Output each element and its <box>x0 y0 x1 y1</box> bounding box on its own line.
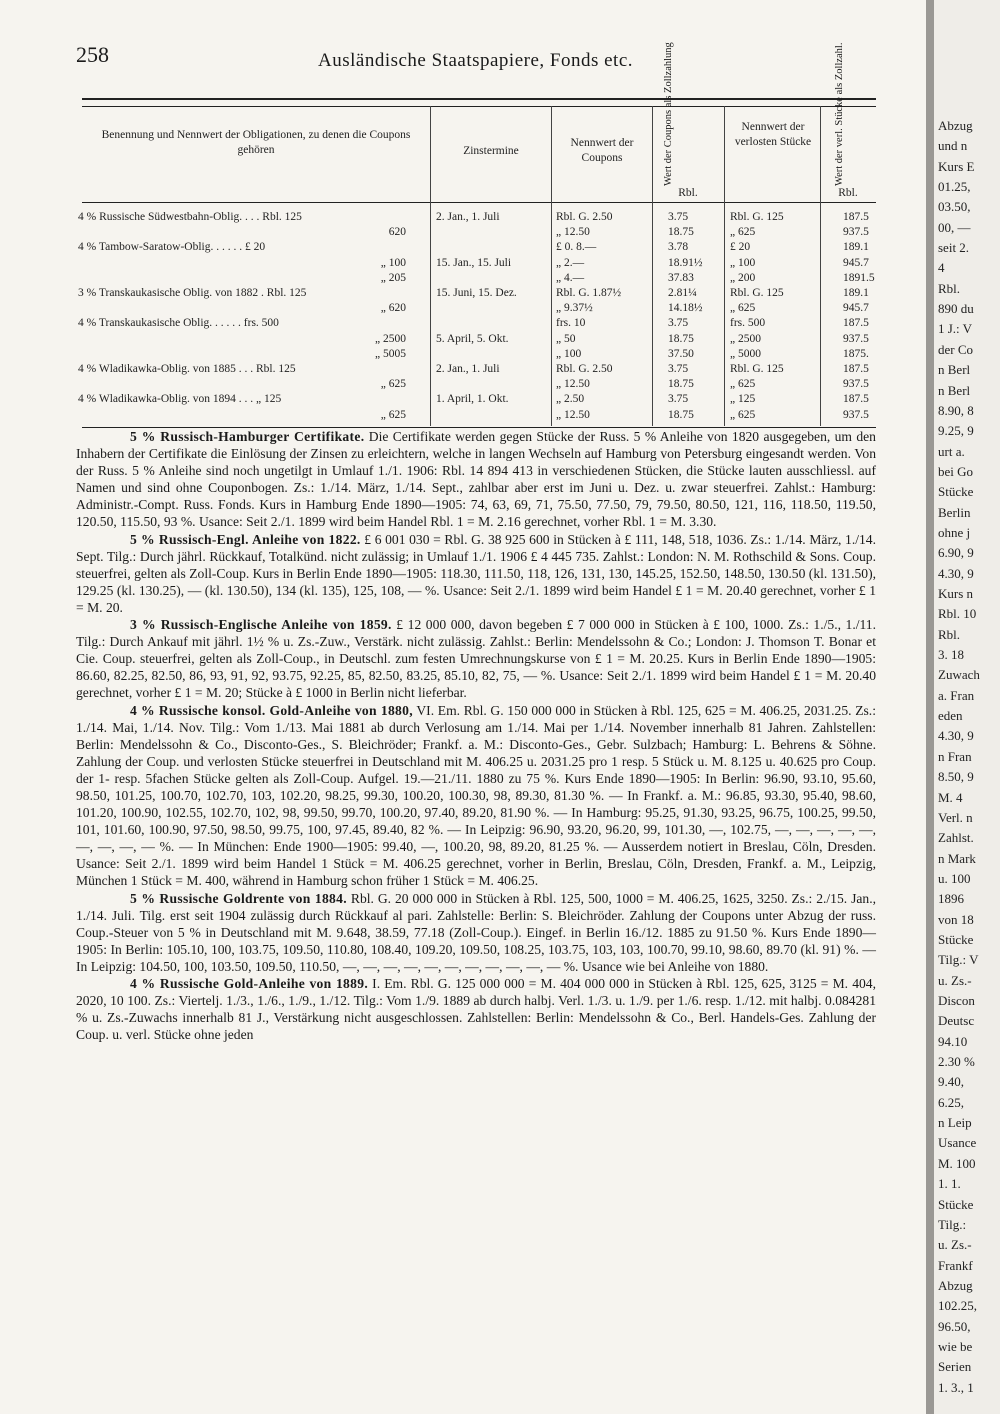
table-cell-bond: 4 % Wladikawka-Oblig. von 1885 . . . Rbl. 125 <box>78 363 296 375</box>
table-cell-cval: 3.75 <box>668 393 689 406</box>
adjacent-page-fragment: 6.90, 9 <box>938 545 974 561</box>
table-cell-coupon: frs. 10 <box>556 317 586 330</box>
table-cell-dval: 189.1 <box>843 241 869 254</box>
column-divider <box>430 106 431 426</box>
section-text: I. Em. Rbl. G. 125 000 000 = M. 404 000 000 in Stücken à Rbl. 125, 625, 3125 = M. 404, 2020, 10 100. Zs.: Viertelj. 1./3., 1./6., 1./9., 1./12. Tilg.: Vom 1./9. 1889 ab durch halbj. Verl. 1./3. u. 1./9. per 1./6. resp. 1./12. mit halbj. 0.084281 % u. Zs.-Zuwachs innerhalb 81 J., Verstärkung nicht ausgeschlossen. Zahlstellen: Berlin: Mendelssohn & Co., Berl. Handels-Ges. Zahlung der Coup. u. verl. Stücke ohne jeden <box>76 976 876 1043</box>
adjacent-page-fragment: u. Zs.- <box>938 972 972 988</box>
table-cell-dval: 945.7 <box>843 256 869 269</box>
main-text <box>76 428 876 1043</box>
table-cell-cval: 2.81¼ <box>668 287 697 299</box>
section-paragraph <box>76 975 876 1043</box>
adjacent-page-fragment: 2.30 % <box>938 1054 975 1070</box>
section-paragraph <box>76 890 876 975</box>
section-heading: 4 % Russische Gold-Anleihe von 1889. <box>130 976 369 991</box>
adjacent-page-fragment: Discon <box>938 993 975 1009</box>
table-cell-drawn: frs. 500 <box>730 317 766 330</box>
table-cell-coupon: „ 100 <box>556 347 582 360</box>
adjacent-page-fragment: 03.50, <box>938 199 971 215</box>
adjacent-page-fragment: eden <box>938 708 963 724</box>
section-heading: 5 % Russisch-Hamburger Certifikate. <box>130 429 365 444</box>
table-cell-nominal: „ 625 <box>380 408 406 421</box>
adjacent-page-fragment: 1. 1. <box>938 1176 961 1192</box>
table-cell-drawn: „ 200 <box>730 271 756 284</box>
table-cell-drawn: „ 5000 <box>730 347 761 360</box>
table-cell-dval: 187.5 <box>843 363 869 375</box>
table-cell-coupon: Rbl. G. 2.50 <box>556 211 613 223</box>
adjacent-page-fragment: Tilg.: <box>938 1216 967 1232</box>
adjacent-page-fragment: 102.25, <box>938 1298 977 1314</box>
adjacent-page-fragment: 1 J.: V <box>938 321 973 337</box>
adjacent-page-fragment: 4 <box>938 260 945 276</box>
table-cell-cval: 18.91½ <box>668 256 703 269</box>
adjacent-page-fragment: 8.90, 8 <box>938 402 974 418</box>
table-cell-dval: 1875. <box>843 347 869 360</box>
adjacent-page-fragment: M. 4 <box>938 789 963 805</box>
adjacent-page-fragment: Rbl. <box>938 280 961 296</box>
table-cell-dval: 187.5 <box>843 393 869 406</box>
adjacent-page-fragment: Stücke <box>938 931 974 947</box>
section-text: Die Certifikate werden gegen Stücke der Russ. 5 % Anleihe von 1820 ausgegeben, um den Inhabern der Certifikate die Einlösung der Zinsen zu erleichtern, welche in langen Wechseln auf Hamburg von Petersburg eingesandt werden. Von der Russ. 5 % Anleihe sind noch ungetilgt in Umlauf 1./1. 1906: Rbl. 14 894 413 in verschiedenen Stücken, die Stücke lauten ausschliessl. auf Namen und sind ohne Couponbogen. Zs.: 1./14. März, 1./14. Sept., zahlbar aber erst im Juni u. Dez. u. zwar steuerfrei. Zahlst.: Hamburg: Administr.-Compt. Russ. Fonds. Kurs in Hamburg Ende 1890—1905: 74, 63, 69, 71, 75.50, 77.50, 79, 79.50, 80.50, 121, 116, 118.50, 119.50, 120.50, 115.50, 93 %. Usance: Seit 2./1. 1899 wird beim Handel Rbl. 1 = M. 2.16 gerechnet, vorher Rbl. 1 = M. 3.30. <box>76 429 876 530</box>
table-top-rule <box>82 106 876 107</box>
header-coupon-value: Wert der Coupons als Zollzahlung <box>663 42 674 186</box>
adjacent-page-fragment: u. 100 <box>938 870 971 886</box>
header-drawn-nominal: Nennwert der verlosten Stücke <box>734 121 812 148</box>
adjacent-page-fragment: Tilg.: V <box>938 952 979 968</box>
adjacent-page-fragment: Zuwach <box>938 667 980 683</box>
page-number: 258 <box>76 42 109 67</box>
adjacent-page-fragment: 9.25, 9 <box>938 423 974 439</box>
adjacent-page-fragment: bei Go <box>938 463 974 479</box>
table-cell-bond: 3 % Transkaukasische Oblig. von 1882 . Rbl. 125 <box>78 287 307 299</box>
table-cell-nominal: „ 5005 <box>375 347 406 360</box>
table-cell-coupon: „ 2.— <box>556 256 585 269</box>
adjacent-page-fragment: und n <box>938 138 968 154</box>
header-coupon-value-unit: Rbl. <box>678 187 698 199</box>
table-cell-cval: 37.83 <box>668 271 694 284</box>
adjacent-page-fragment: Kurs E <box>938 158 975 174</box>
table-cell-cval: 18.75 <box>668 408 694 421</box>
table-cell-cval: 18.75 <box>668 378 694 391</box>
table-cell-cval: 37.50 <box>668 347 694 360</box>
table-cell-dval: 937.5 <box>843 378 869 391</box>
table-cell-bond: 4 % Transkaukasische Oblig. . . . . . frs. 500 <box>78 317 279 330</box>
adjacent-page-fragment: n Mark <box>938 850 976 866</box>
table-cell-drawn: „ 2500 <box>730 332 761 345</box>
table-cell-drawn: Rbl. G. 125 <box>730 211 784 223</box>
header-coupon-nominal: Nennwert der Coupons <box>570 137 634 164</box>
column-divider <box>724 106 725 426</box>
table-cell-drawn: £ 20 <box>730 241 751 254</box>
adjacent-page-fragment: 96.50, <box>938 1318 971 1334</box>
table-cell-drawn: „ 125 <box>730 393 756 406</box>
adjacent-page-fragment: von 18 <box>938 911 974 927</box>
adjacent-page-fragment: Abzug <box>938 1277 973 1293</box>
table-cell-term: 2. Jan., 1. Juli <box>436 211 500 223</box>
table-cell-cval: 3.75 <box>668 211 689 223</box>
section-text: VI. Em. Rbl. G. 150 000 000 in Stücken à Rbl. 125, 625 = M. 406.25, 2031.25. Zs.: 1./14. Mai, 1./14. Nov. Tilg.: Vom 1./13. Mai 1881 ab durch Verlosung am 1./14. Mai per 1./14. November innerhalb 81 Jahren. Zahlstellen: Berlin: Mendelssohn & Co., Disconto-Ges., S. Bleichröder; Frankf. a. M.: Disconto-Ges., Gebr. Sulzbach; Hamburg: L. Behrens & Söhne. Zahlung der Coup. und verlosten Stücke steuerfrei in Deutschland mit M. 406.25 u. 2031.25 pro 1 resp. 5 Stück u. M. 8.125 u. 40.625 pro Coup. der 1- resp. 5fachen Stücke gelten als Zoll-Coup. Aufgel. 19.—21./11. 1880 zu 75 %. Kurs Ende 1890—1905: In Berlin: 96.90, 93.10, 95.60, 98.50, 101.25, 100.70, 102.70, 103, 102.20, 98.25, 99.30, 100.20, 100.30, 98, 89.30, 81.30 %. — In Frankf. a. M.: 96.85, 93.30, 95.40, 98.60, 101.20, 100.90, 102.55, 102.70, 102, 98, 99.50, 99.70, 100.20, 97.40, 89.20, 81.90 %. — In Hamburg: 95.25, 91.30, 93.25, 96.75, 100.25, 99.50, 101, 101.60, 100.90, 97.50, 98.50, 99.75, 100, 97.45, 89.40, 82 %. — In Leipzig: 96.90, 93.20, 96.20, 99, 101.30, —, 102.75, —, —, —, —, —, —, —, —, — %. — In München: Ende 1900—1905: 99.40, —, 100.20, 98, 89.20, 81.25 %. — Ausserdem notiert in Breslau, Cöln, Dresden. Usance: Seit 2./1. 1899 wird beim Handel 1 Stück = M. 406.25 gerechnet, vorher in Berlin, Breslau, Cöln, Dresden, Frankf. a. M., Leipzig, München 1 Stück = M. 400, während in Hamburg schon früher 1 Stück = M. 406.25. <box>76 702 876 889</box>
adjacent-page-fragment: n Berl <box>938 362 971 378</box>
header-rule <box>82 98 876 100</box>
header-bonds: Benennung und Nennwert der Obligationen, zu denen die Coupons gehören <box>101 129 411 156</box>
section-heading: 3 % Russisch-Englische Anleihe von 1859. <box>130 617 392 633</box>
adjacent-page-fragment: 3. 18 <box>938 647 964 663</box>
table-cell-dval: 189.1 <box>843 287 869 299</box>
adjacent-page-fragment: Verl. n <box>938 809 973 825</box>
table-cell-cval: 14.18½ <box>668 302 703 315</box>
adjacent-page-fragment: urt a. <box>938 443 965 459</box>
section-paragraph <box>76 531 876 616</box>
adjacent-page-fragment: 4.30, 9 <box>938 728 974 744</box>
table-cell-term: 15. Jan., 15. Juli <box>436 256 512 269</box>
adjacent-page-fragment: 1896 <box>938 891 964 907</box>
section-heading: 5 % Russisch-Engl. Anleihe von 1822. <box>130 531 361 547</box>
table-cell-coupon: „ 4.— <box>556 271 585 284</box>
section-paragraph <box>76 702 876 890</box>
adjacent-page-fragment: n Fran <box>938 748 972 764</box>
table-cell-coupon: Rbl. G. 1.87½ <box>556 287 622 299</box>
table-cell-cval: 18.75 <box>668 226 694 239</box>
adjacent-page-fragment: Serien <box>938 1359 972 1375</box>
adjacent-page-fragment: Zahlst. <box>938 830 974 846</box>
table-cell-drawn: „ 625 <box>730 408 756 421</box>
table-cell-dval: 945.7 <box>843 302 869 315</box>
table-cell-bond: 4 % Tambow-Saratow-Oblig. . . . . . £ 20 <box>78 241 266 254</box>
table-cell-drawn: „ 625 <box>730 378 756 391</box>
table-cell-term: 15. Juni, 15. Dez. <box>436 287 517 299</box>
table-cell-bond: 4 % Russische Südwestbahn-Oblig. . . . Rbl. 125 <box>78 211 302 223</box>
table-header-rule <box>82 202 876 203</box>
table-cell-dval: 1891.5 <box>843 271 875 284</box>
table-cell-dval: 187.5 <box>843 317 869 330</box>
table-cell-dval: 187.5 <box>843 211 869 223</box>
table-cell-cval: 3.75 <box>668 317 689 330</box>
table-cell-term: 5. April, 5. Okt. <box>436 332 509 345</box>
adjacent-page-fragment: n Berl <box>938 382 971 398</box>
adjacent-page-fragment: u. Zs.- <box>938 1237 972 1253</box>
table-cell-nominal: „ 620 <box>380 302 406 315</box>
section-text: Rbl. G. 20 000 000 in Stücken à Rbl. 125, 500, 1000 = M. 406.25, 1625, 3250. Zs.: 2./15. Jan., 1./14. Juli. Tilg. erst seit 1904 zulässig durch Rückkauf al pari. Zahlstelle: Berlin: S. Bleichröder. Zahlung der Coupons unter Abzug der russ. Coup.-Steuer von 5 % in Deutschland mit M. 9.648, 38.59, 77.18 (Zoll-Coup.). Eingef. in Berlin 16./12. 1885 zu 91.50 %. Kurs Ende 1890—1905: In Berlin: 105.10, 100, 103.75, 109.50, 110.80, 108.40, 109.20, 109.50, 108.25, 103.75, 103, 103, 100.70, 99.10, 98.60, 89.70 (kl. 91) %. — In Leipzig: 104.50, 100, 103.50, 109.50, 110.50, —, —, —, —, —, —, —, —, —, —, — %. Usance wie bei Anleihe von 1880. <box>76 890 877 974</box>
adjacent-page-fragment: 4.30, 9 <box>938 565 974 581</box>
section-text: £ 12 000 000, davon begeben £ 7 000 000 in Stücken à £ 100, 1000. Zs.: 1./5., 1./11. Tilg.: Durch Ankauf mit jährl. 1½ % u. Zs.-Zuw., Verstärk. nicht zulässig. Zahlst.: Berlin: Mendelssohn & Co.; London: J. Thomson T. Bonar et Cie. Coup. steuerfrei, gelten als Zoll-Coup., in Deutschl. zum festen Umrechnungskurse von £ 1 = M. 20.25. Kurs in Berlin Ende 1890—1905: 86.60, 82.25, 82.50, 86, 93, 91, 92, 93.75, 92.25, 85, 82.50, 83.25, 85.10, 82, 75, — %. Usance: Seit 2./1. 1899 wird beim Handel £ 1 = M. 20.40 gerechnet, vorher £ 1 = M. 20; Stücke à £ 1000 in Berlin nicht lieferbar. <box>76 617 876 701</box>
column-divider <box>551 106 552 426</box>
header-terms: Zinstermine <box>463 145 519 157</box>
running-head: Ausländische Staatspapiere, Fonds etc. <box>318 50 634 71</box>
adjacent-page-fragment: Frankf <box>938 1257 973 1273</box>
table-cell-term: 2. Jan., 1. Juli <box>436 363 500 375</box>
table-cell-coupon: „ 2.50 <box>556 393 585 406</box>
table-cell-nominal: „ 2500 <box>375 332 406 345</box>
table-cell-nominal: „ 100 <box>380 256 406 269</box>
section-paragraph <box>76 428 876 531</box>
adjacent-page-fragment: Rbl. <box>938 626 961 642</box>
table-cell-coupon: Rbl. G. 2.50 <box>556 363 613 375</box>
adjacent-page-fragment: 6.25, <box>938 1094 964 1110</box>
table-cell-coupon: „ 12.50 <box>556 226 590 239</box>
table-cell-coupon: £ 0. 8.— <box>556 241 597 254</box>
adjacent-page-fragment: Deutsc <box>938 1013 975 1029</box>
table-cell-nominal: „ 625 <box>380 378 406 391</box>
adjacent-page-fragment: Abzug <box>938 118 973 133</box>
book-gutter <box>926 0 934 1414</box>
adjacent-page-fragment: Berlin <box>938 504 971 520</box>
table-cell-bond: 4 % Wladikawka-Oblig. von 1894 . . . „ 125 <box>78 393 282 406</box>
adjacent-page-fragment: seit 2. <box>938 240 970 256</box>
adjacent-page-fragment: Stücke <box>938 484 974 500</box>
table-cell-dval: 937.5 <box>843 226 869 239</box>
table-cell-cval: 18.75 <box>668 332 694 345</box>
table-cell-coupon: „ 50 <box>556 332 576 345</box>
section-heading: 5 % Russische Goldrente von 1884. <box>130 890 347 906</box>
adjacent-page-fragment: 00, — <box>938 219 971 235</box>
adjacent-page-fragment: M. 100 <box>938 1155 976 1171</box>
adjacent-page-fragment: Kurs n <box>938 586 974 602</box>
table-cell-cval: 3.78 <box>668 241 689 254</box>
table-cell-drawn: Rbl. G. 125 <box>730 363 784 375</box>
table-cell-coupon: „ 9.37½ <box>556 302 593 315</box>
table-cell-coupon: „ 12.50 <box>556 378 590 391</box>
adjacent-page-fragment: der Co <box>938 341 974 357</box>
table-cell-nominal: 620 <box>388 226 406 239</box>
table-cell-cval: 3.75 <box>668 363 689 375</box>
adjacent-page-fragment: Rbl. 10 <box>938 606 977 622</box>
table-cell-drawn: „ 625 <box>730 226 756 239</box>
adjacent-page-fragment: 8.50, 9 <box>938 769 974 785</box>
section-text: £ 6 001 030 = Rbl. G. 38 925 600 in Stücken à £ 111, 148, 518, 1036. Zs.: 1./14. März, 1./14. Sept. Tilg.: Durch jährl. Rückkauf, Totalkünd. nicht zulässig; in Umlauf 1./1. 1906 £ 4 445 735. Zahlst.: London: N. M. Rothschild & Sons. Coup. steuerfrei, gelten als Zoll-Coup. Kurs in Berlin Ende 1890—1905: 118.30, 111.50, 118, 126, 131, 130, 145.25, 152.50, 148.50, 130.50 (kl. 131.50), 129.25 (kl. 130.25), — (kl. 130.50), 134 (kl. 135), 125, 108, — %. Usance: Seit 2./1. 1899 wird beim Handel £ 1 = M. 20.40 gerechnet, vorher £ 1 = M. 20. <box>76 531 876 615</box>
adjacent-page-fragment: 9.40, <box>938 1074 964 1090</box>
column-divider <box>652 106 653 426</box>
section-heading: 4 % Russische konsol. Gold-Anleihe von 1880, <box>130 702 413 718</box>
table-cell-nominal: „ 205 <box>380 271 406 284</box>
header-drawn-value: Wert der verl. Stücke als Zollzahl. <box>834 42 845 186</box>
adjacent-page-fragment: a. Fran <box>938 687 975 703</box>
table-cell-dval: 937.5 <box>843 332 869 345</box>
column-divider <box>820 106 821 426</box>
adjacent-page-fragment: 01.25, <box>938 179 971 195</box>
adjacent-page-fragment: 890 du <box>938 301 974 317</box>
table-cell-drawn: „ 100 <box>730 256 756 269</box>
table-cell-drawn: Rbl. G. 125 <box>730 287 784 299</box>
table-cell-drawn: „ 625 <box>730 302 756 315</box>
adjacent-page-fragment: Usance <box>938 1135 977 1151</box>
table-cell-term: 1. April, 1. Okt. <box>436 393 509 406</box>
adjacent-page-fragment: Stücke <box>938 1196 974 1212</box>
adjacent-page-fragment: 1. 3., 1 <box>938 1379 974 1395</box>
adjacent-page-fragment: n Leip <box>938 1115 972 1131</box>
section-paragraph <box>76 616 876 701</box>
header-drawn-value-unit: Rbl. <box>838 187 858 199</box>
table-cell-coupon: „ 12.50 <box>556 408 590 421</box>
adjacent-page-edge <box>934 0 1000 1414</box>
adjacent-page-fragment: ohne j <box>938 524 971 540</box>
adjacent-page-fragment: wie be <box>938 1338 973 1354</box>
adjacent-page-fragment: 94.10 <box>938 1033 968 1049</box>
table-cell-dval: 937.5 <box>843 408 869 421</box>
